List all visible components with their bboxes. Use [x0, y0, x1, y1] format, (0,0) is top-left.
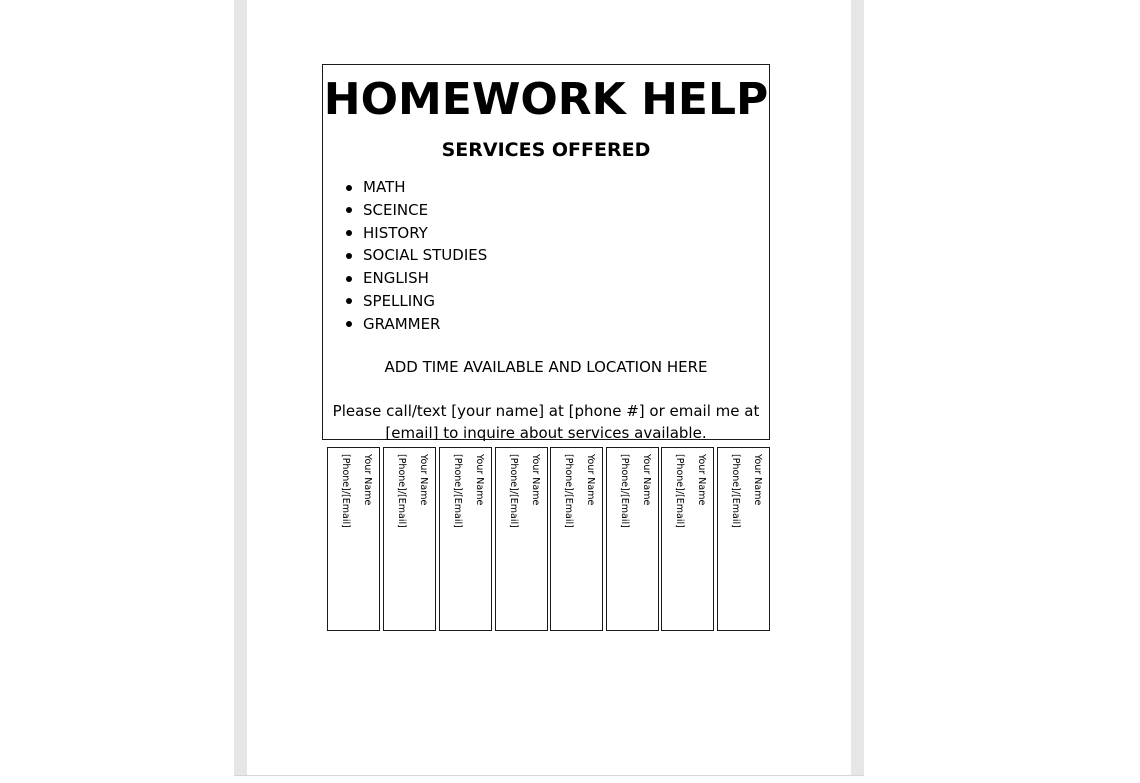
tab-contact-text: [Phone]/[Email] [563, 454, 574, 528]
tab-name-text: Your Name [530, 454, 541, 506]
tab-name-text: Your Name [362, 454, 373, 506]
services-heading[interactable]: SERVICES OFFERED [441, 139, 651, 161]
list-item[interactable] [343, 290, 487, 313]
tab-name-text: Your Name [474, 454, 485, 506]
tear-tab[interactable] [383, 447, 436, 631]
service-label: ENGLISH [363, 269, 429, 288]
services-list[interactable] [343, 176, 487, 336]
tear-tab[interactable] [550, 447, 603, 631]
contact-paragraph[interactable]: Please call/text [your name] at [phone #] or email me at [email] to inquire about services available. [332, 402, 760, 442]
tear-tab[interactable] [495, 447, 548, 631]
tab-contact-text: [Phone]/[Email] [340, 454, 351, 528]
tab-name-text: Your Name [418, 454, 429, 506]
bullet-icon [346, 321, 352, 327]
tab-name-text: Your Name [641, 454, 652, 506]
tear-tab[interactable] [439, 447, 492, 631]
tab-contact-text: [Phone]/[Email] [730, 454, 741, 528]
bullet-icon [346, 253, 352, 259]
list-item[interactable] [343, 222, 487, 245]
tab-contact-text: [Phone]/[Email] [396, 454, 407, 528]
tab-name-text: Your Name [585, 454, 596, 506]
list-item[interactable] [343, 244, 487, 267]
tab-contact-text: [Phone]/[Email] [674, 454, 685, 528]
list-item[interactable] [343, 176, 487, 199]
list-item[interactable] [343, 199, 487, 222]
workspace-gutter-right [851, 0, 864, 775]
service-label: SCEINCE [363, 200, 429, 219]
tab-name-text: Your Name [752, 454, 763, 506]
service-label: HISTORY [363, 223, 428, 242]
bullet-icon [346, 207, 352, 213]
tab-contact-text: [Phone]/[Email] [508, 454, 519, 528]
bullet-icon [346, 230, 352, 236]
tear-tab[interactable] [606, 447, 659, 631]
list-item[interactable] [343, 313, 487, 336]
tab-contact-text: [Phone]/[Email] [452, 454, 463, 528]
tear-tab[interactable] [717, 447, 770, 631]
list-item[interactable] [343, 267, 487, 290]
bullet-icon [346, 276, 352, 282]
service-label: SPELLING [363, 291, 436, 310]
flyer-title[interactable]: HOMEWORK HELP [323, 74, 769, 125]
tear-tab[interactable] [661, 447, 714, 631]
time-location-text[interactable]: ADD TIME AVAILABLE AND LOCATION HERE [384, 358, 708, 376]
bullet-icon [346, 298, 352, 304]
bullet-icon [346, 185, 352, 191]
service-label: GRAMMER [363, 314, 441, 333]
tab-contact-text: [Phone]/[Email] [619, 454, 630, 528]
service-label: MATH [363, 178, 406, 196]
workspace-gutter-left [234, 0, 247, 775]
tear-tab[interactable] [327, 447, 380, 631]
service-label: SOCIAL STUDIES [363, 246, 488, 265]
tab-name-text: Your Name [696, 454, 707, 506]
